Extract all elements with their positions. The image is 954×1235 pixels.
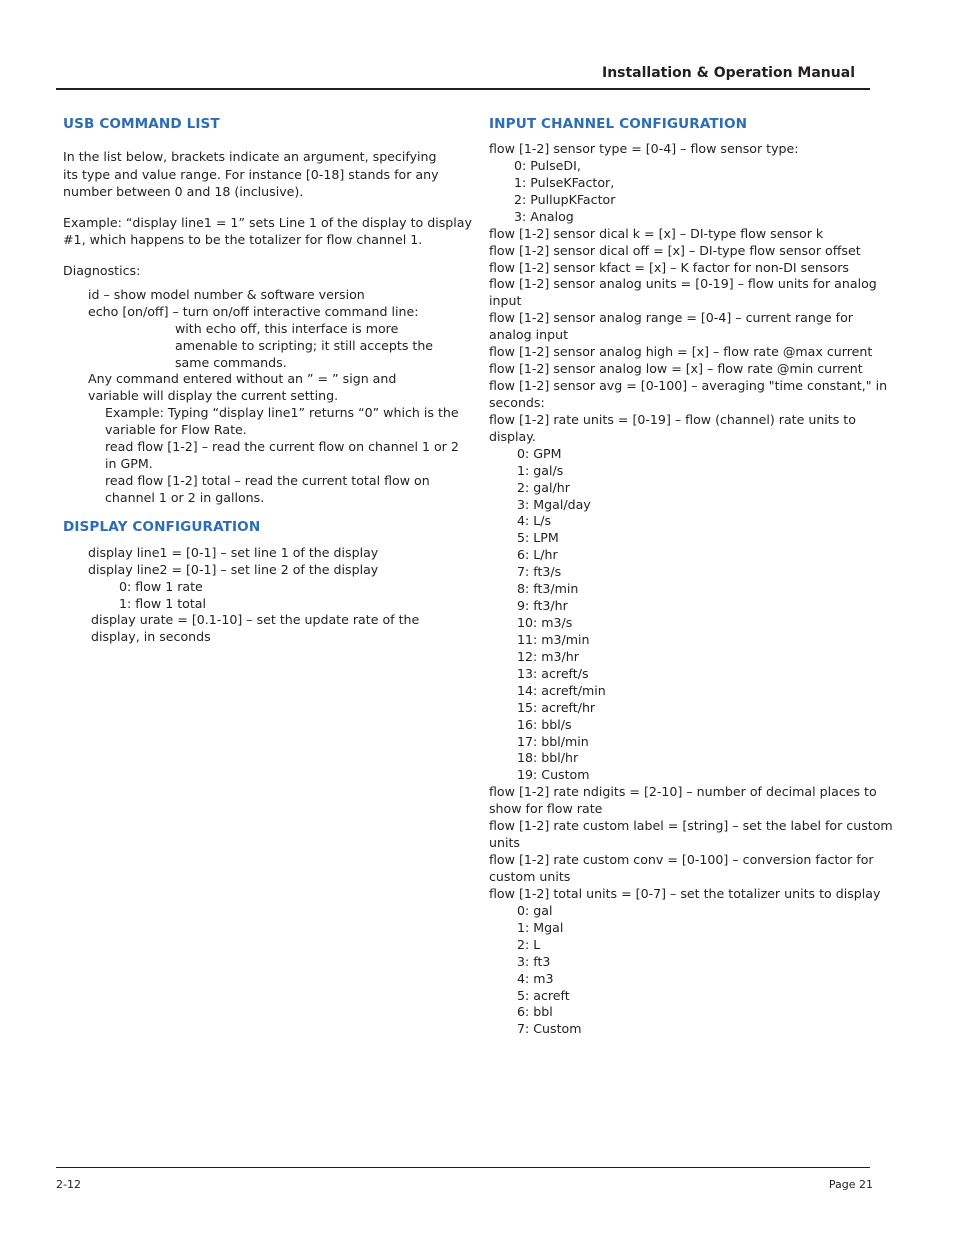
command-line: flow [1-2] sensor analog range = [0-4] – current range for [489,310,853,326]
command-line: flow [1-2] sensor analog high = [x] – flow rate @max current [489,344,873,360]
display-configuration-heading: DISPLAY CONFIGURATION [63,519,261,535]
option-item: 18: bbl/hr [517,750,579,766]
option-item: 17: bbl/min [517,733,589,749]
command-line: flow [1-2] sensor analog low = [x] – flow rate @min current [489,361,863,377]
text-line: with echo off, this interface is more [175,321,399,336]
display-line-commands [88,544,378,578]
option-item: 0: GPM [517,445,562,461]
manual-title: Installation & Operation Manual [601,65,855,81]
option-item: 1: PulseKFactor, [514,174,615,190]
text-line: channel 1 or 2 in gallons. [105,490,265,505]
option-item: 13: acreft/s [517,665,589,681]
option-item: 14: acreft/min [517,682,606,698]
display-options [119,578,206,612]
display-urate-command [91,611,419,645]
command-line: units [489,835,520,851]
page-number: Page 21 [828,1178,873,1191]
diagnostics-label: Diagnostics: [63,263,141,278]
text-line: variable will display the current setting. [88,388,339,403]
option-item: 15: acreft/hr [517,699,596,715]
option-item: 1: Mgal [517,919,564,935]
option-item: 1: gal/s [517,462,564,478]
option-item: 5: LPM [517,530,559,546]
option-item: 7: Custom [517,1021,582,1037]
header-rule [56,88,870,90]
option-item: 0: PulseDI, [514,157,581,173]
option-item: 12: m3/hr [517,648,579,664]
text-line: variable for Flow Rate. [105,422,247,437]
text-line: number between 0 and 18 (inclusive). [63,184,304,199]
command-line: flow [1-2] rate custom label = [string] – set the label for custom [489,818,893,834]
option-item: 0: gal [517,902,553,918]
text-line: display, in seconds [91,629,211,644]
option-item: 2: L [517,936,541,952]
text-line: 1: flow 1 total [119,596,207,611]
command-line: analog input [489,327,569,343]
command-line: flow [1-2] rate custom conv = [0-100] – conversion factor for [489,852,874,868]
option-item: 16: bbl/s [517,716,572,732]
option-item: 4: L/s [517,513,552,529]
option-item: 10: m3/s [517,615,573,631]
option-item: 3: Mgal/day [517,496,591,512]
echo-detail [175,320,433,371]
usb-example-paragraph [63,214,472,248]
usb-intro-paragraph [63,148,439,201]
option-item: 11: m3/min [517,631,590,647]
text-line: display line1 = [0-1] – set line 1 of the display [88,545,379,560]
text-line: Example: “display line1 = 1” sets Line 1 of the display to display [63,215,472,230]
usb-command-list-heading: USB COMMAND LIST [63,116,220,132]
command-line: flow [1-2] sensor avg = [0-100] – averaging "time constant," in [489,378,888,394]
footer-rule [56,1167,870,1168]
option-item: 5: acreft [517,987,570,1003]
command-line: flow [1-2] rate units = [0-19] – flow (channel) rate units to [489,411,856,427]
text-line: read flow [1-2] total – read the current total flow on [105,473,430,488]
option-item: 19: Custom [517,767,590,783]
command-line: flow [1-2] sensor kfact = [x] – K factor for non-DI sensors [489,259,849,275]
option-item: 8: ft3/min [517,581,579,597]
command-line: flow [1-2] sensor dical off = [x] – DI-type flow sensor offset [489,242,861,258]
command-line: seconds: [489,394,545,410]
text-line: display line2 = [0-1] – set line 2 of the display [88,562,379,577]
text-line: read flow [1-2] – read the current flow on channel 1 or 2 [105,439,459,454]
option-item: 7: ft3/s [517,564,562,580]
input-channel-configuration-heading: INPUT CHANNEL CONFIGURATION [489,116,748,132]
echo-command-line: echo [on/off] – turn on/off interactive command line: [88,304,419,319]
text-line: display urate = [0.1-10] – set the update rate of the [91,612,420,627]
command-line: flow [1-2] sensor analog units = [0-19] – flow units for analog [489,276,877,292]
option-item: 6: L/hr [517,547,558,563]
command-line: input [489,293,522,309]
text-line: its type and value range. For instance [0-18] stands for any [63,166,439,182]
command-line: flow [1-2] sensor dical k = [x] – DI-type flow sensor k [489,225,824,241]
option-item: 9: ft3/hr [517,598,568,614]
command-line: display. [489,428,536,444]
text-line: Any command entered without an ” = ” sign and [88,371,397,386]
text-line: 0: flow 1 rate [119,579,203,594]
text-line: amenable to scripting; it still accepts the [175,338,434,353]
option-item: 6: bbl [517,1004,553,1020]
usb-sub-items [105,404,459,506]
text-line: Example: Typing “display line1” returns “0” which is the [105,405,459,420]
text-line: same commands. [175,355,287,370]
text-line: In the list below, brackets indicate an argument, specifying [63,149,437,164]
command-line: flow [1-2] sensor type = [0-4] – flow sensor type: [489,141,799,156]
option-item: 3: ft3 [517,953,551,969]
id-command-line: id – show model number & software version [88,287,365,302]
section-page-number: 2-12 [56,1178,81,1191]
option-item: 2: gal/hr [517,479,570,495]
text-line: #1, which happens to be the totalizer for flow channel 1. [63,232,423,247]
command-line: show for flow rate [489,801,603,817]
command-line: flow [1-2] rate ndigits = [2-10] – number of decimal places to [489,784,877,800]
option-item: 4: m3 [517,970,554,986]
text-line: in GPM. [105,456,153,471]
option-item: 3: Analog [514,208,574,224]
any-command-paragraph [88,370,396,404]
option-item: 2: PullupKFactor [514,191,616,207]
command-line: flow [1-2] total units = [0-7] – set the totalizer units to display [489,885,881,901]
command-line: custom units [489,868,571,884]
